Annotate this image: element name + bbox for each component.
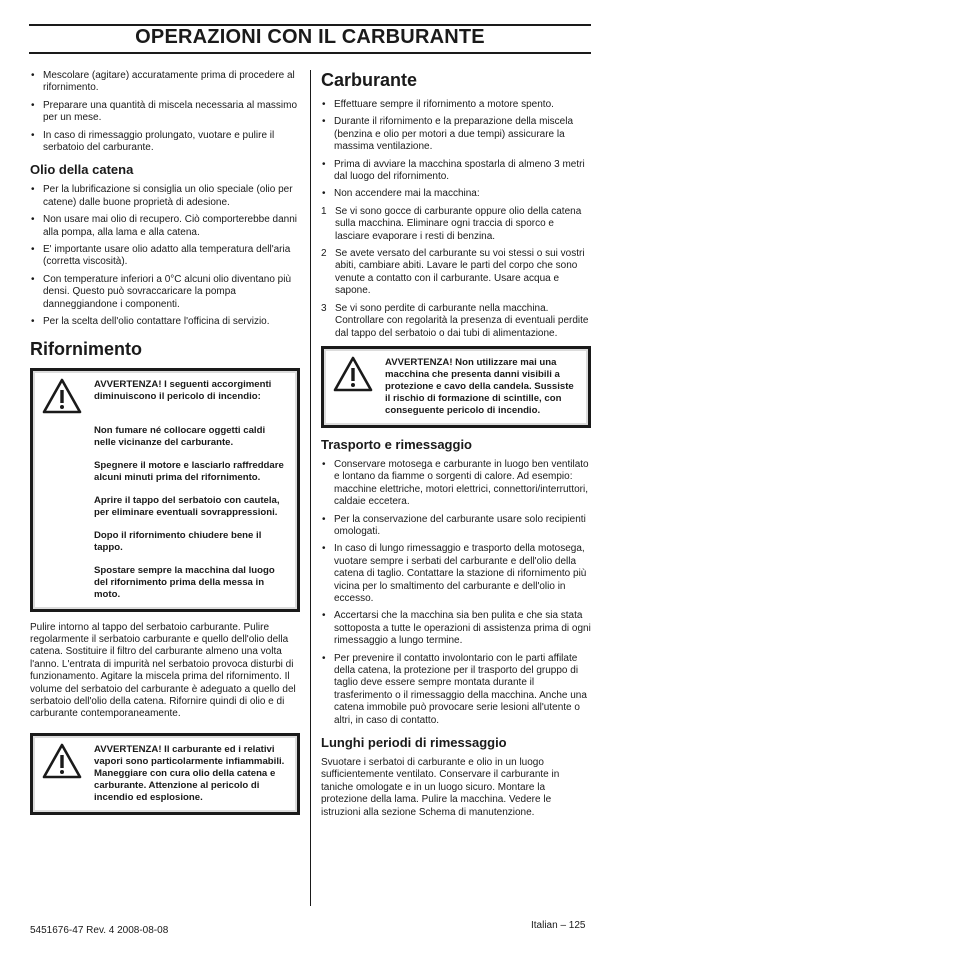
list-item: • Preparare una quantità di miscela necessaria al massimo per un mese. [30, 100, 300, 125]
left-column [30, 70, 300, 825]
numbered-item [321, 206, 591, 243]
transport-bullet-list [321, 459, 591, 727]
list-item: • Non accendere mai la macchina: [321, 188, 591, 200]
list-item: • E' importante usare olio adatto alla temperatura dell'aria (corretta viscosità). [30, 244, 300, 269]
warning-text: Spostare sempre la macchina dal luogo del rifornimento prima della messa in moto. [94, 564, 275, 600]
list-item: • In caso di rimessaggio prolungato, vuotare e pulire il serbatoio del carburante. [30, 130, 300, 155]
warning-text: AVVERTENZA! Non utilizzare mai una macchina che presenta danni visibili a protezione e cavo della candela. Sussiste il rischio di formazione di scintille, con conseguente pericolo di incendio. [385, 356, 574, 416]
long-storage-paragraph: Svuotare i serbatoi di carburante e olio in un luogo sufficientemente ventilato. Conservare il carburante in taniche omologate e in un luogo sicuro. Montare la protezione della lama. Pulire la macchina. Vedere le istruzioni alla sezione Schema di manutenzione. [321, 757, 560, 818]
list-item: • Accertarsi che la macchina sia ben pulita e che sia stata sottoposta a tutte le operazioni di assistenza prima di ogni rimessaggio a lungo termine. [321, 610, 591, 647]
warning-triangle-icon [41, 377, 83, 415]
fuel-bullet-list [321, 99, 591, 201]
warning-text: Non fumare né collocare oggetti caldi nelle vicinanze del carburante. [94, 424, 266, 448]
column-divider [310, 70, 311, 906]
numbered-item [321, 248, 591, 298]
list-item: • Mescolare (agitare) accuratamente prima di procedere al rifornimento. [30, 70, 300, 95]
warning-box-damage [321, 346, 591, 428]
list-item: • In caso di lungo rimessaggio e trasporto della motosega, vuotare sempre i serbati del carburante e dell'olio della catena di taglio. Contattare la stazione di rifornimento più vicina per lo smaltimento del carburante e dell'olio in eccesso. [321, 543, 591, 605]
numbered-item [321, 303, 591, 340]
warning-triangle-icon [332, 355, 374, 393]
list-item: • Prima di avviare la macchina spostarla di almeno 3 metri dal luogo del rifornimento. [321, 159, 591, 184]
section-heading-transport: Trasporto e rimessaggio [321, 436, 472, 452]
list-item: • Per la conservazione del carburante usare solo recipienti omologati. [321, 514, 591, 539]
list-item: • Con temperature inferiori a 0°C alcuni olio diventano più densi. Questo può sovraccaricare la pompa danneggiandone i componenti. [30, 274, 300, 311]
warning-text: AVVERTENZA! I seguenti accorgimenti diminuiscono il pericolo di incendio: [94, 378, 272, 402]
section-heading-refueling: Rifornimento [30, 338, 142, 359]
intro-bullet-list [30, 70, 300, 154]
warning-box-flammable [30, 733, 300, 815]
list-item: • Durante il rifornimento e la preparazione della miscela (benzina e olio per motori a due tempi) assicurare la massima ventilazione. [321, 116, 591, 153]
right-column [321, 70, 591, 823]
item-number: 1 [321, 205, 327, 217]
document-id: 5451676-47 Rev. 4 2008-08-08 [30, 925, 169, 936]
section-heading-long-storage: Lunghi periodi di rimessaggio [321, 735, 507, 751]
warning-text: AVVERTENZA! Il carburante ed i relativi vapori sono particolarmente infiammabili. Maneggiare con cura olio della catena e carburante. Attenzione al pericolo di incendio ed esplosione. [94, 743, 285, 803]
warning-text: Dopo il rifornimento chiudere bene il tappo. [94, 529, 262, 553]
section-heading-chain-oil: Olio della catena [30, 162, 134, 178]
item-text: Se vi sono gocce di carburante oppure olio della catena sulla macchina. Eliminare ogni traccia di sporco e lasciare evaporare i resti di benzina. [335, 205, 582, 242]
warning-triangle-icon [41, 742, 83, 780]
warning-text: Aprire il tappo del serbatoio con cautela, per eliminare eventuali sovrappressioni. [94, 494, 280, 518]
list-item: • Effettuare sempre il rifornimento a motore spento. [321, 99, 591, 111]
list-item: • Per prevenire il contatto involontario con le parti affilate della catena, la protezione per il trasporto del gruppo di taglio deve essere sempre montata durante il trasferimento o il rimessaggio della macchina. Anche una catena immobile può provocare serie lesioni all'utente o altri, in caso di contatto. [321, 653, 591, 727]
list-item: • Non usare mai olio di recupero. Ciò comporterebbe danni alla pompa, alla lama e alla catena. [30, 214, 300, 239]
item-number: 3 [321, 302, 327, 314]
chain-oil-bullet-list [30, 184, 300, 328]
warning-text: Spegnere il motore e lasciarlo raffreddare alcuni minuti prima del rifornimento. [94, 459, 284, 483]
item-text: Se avete versato del carburante su voi stessi o sui vostri abiti, cambiare abiti. Lavare le parti del corpo che sono venute a contatto con il carburante. Usare acqua e sapone. [335, 248, 585, 297]
page-number: Italian – 125 [531, 920, 586, 931]
item-text: Se vi sono perdite di carburante nella macchina. Controllare con regolarità la presenza di eventuali perdite dal tappo del serbatoio o dai tubi di alimentazione. [335, 302, 589, 339]
page-title: OPERAZIONI CON IL CARBURANTE [135, 26, 485, 48]
list-item: • Per la scelta dell'olio contattare l'officina di servizio. [30, 316, 300, 328]
item-number: 2 [321, 248, 327, 260]
warning-box-fire [30, 368, 300, 612]
fuel-numbered-list [321, 206, 591, 340]
section-heading-fuel: Carburante [321, 70, 418, 90]
refueling-paragraph: Pulire intorno al tappo del serbatoio carburante. Pulire regolarmente il serbatoio carburante e quello dell'olio della catena. Sostituire il filtro del carburante almeno una volta l'anno. L'entrata di impurità nel serbatoio provoca disturbi di funzionamento. Agitare la miscela prima del rifornimento. Il volume del serbatoio del carburante è adeguato a quello del serbatoio dell'olio della catena. Rifornire quindi di olio e di carburante contemporaneamente. [30, 621, 296, 720]
list-item: • Per la lubrificazione si consiglia un olio speciale (olio per catene) dalle buone proprietà di adesione. [30, 184, 300, 209]
header-bottom-rule [29, 52, 591, 54]
list-item: • Conservare motosega e carburante in luogo ben ventilato e lontano da fiamme o sorgenti di calore. Ad esempio: macchine elettriche, motori elettrici, connettori/interruttori, caldaie eccetera. [321, 459, 591, 509]
